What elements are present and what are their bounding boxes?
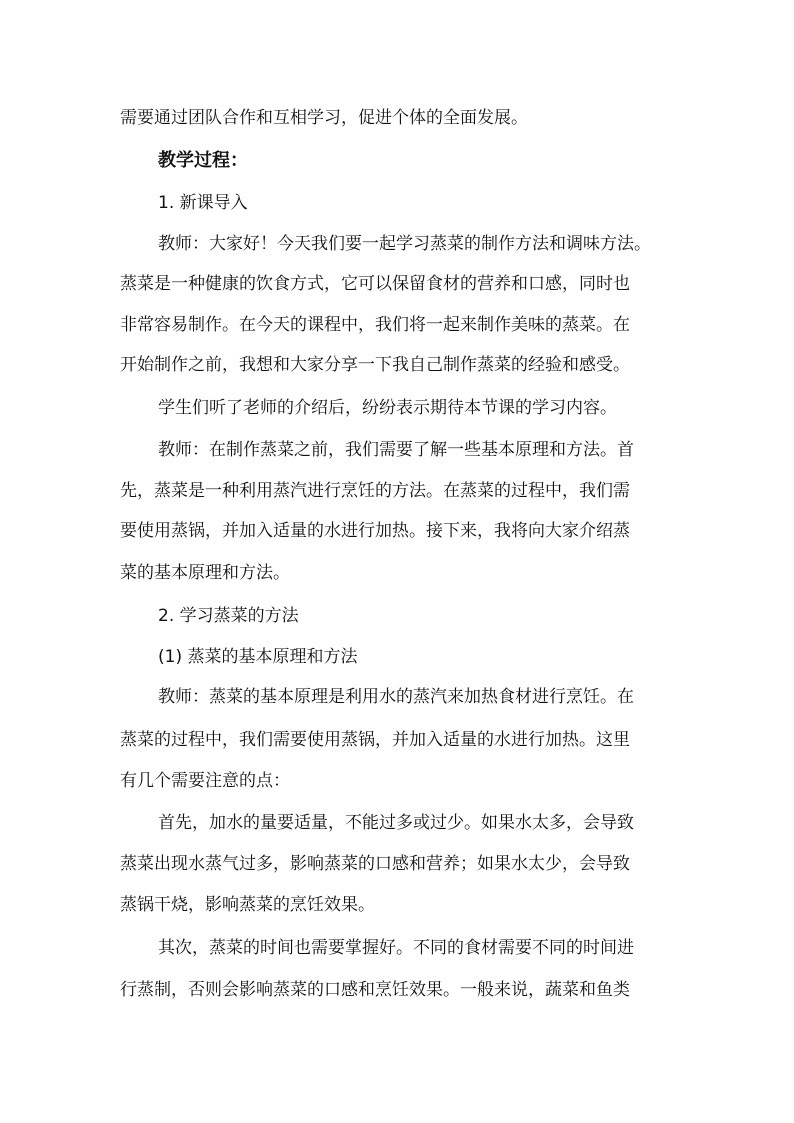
paragraph-line: 教师：在制作蒸菜之前，我们需要了解一些基本原理和方法。首: [158, 440, 634, 460]
paragraph-line: 教师：大家好！今天我们要一起学习蒸菜的制作方法和调味方法。: [158, 234, 651, 254]
subheading-learn-steaming-methods: 2. 学习蒸菜的方法: [158, 606, 299, 626]
paragraph-line: 菜的基本原理和方法。: [120, 563, 290, 583]
paragraph-line: 学生们听了老师的介绍后，纷纷表示期待本节课的学习内容。: [158, 398, 617, 418]
paragraph-line: 先，蒸菜是一种利用蒸汽进行烹饪的方法。在蒸菜的过程中，我们需: [120, 481, 630, 501]
paragraph-line: 开始制作之前，我想和大家分享一下我自己制作蒸菜的经验和感受。: [120, 355, 630, 375]
paragraph-line: 其次，蒸菜的时间也需要掌握好。不同的食材需要不同的时间进: [158, 938, 634, 958]
paragraph-line: 教师：蒸菜的基本原理是利用水的蒸汽来加热食材进行烹饪。在: [158, 687, 634, 707]
paragraph-line: 首先，加水的量要适量，不能过多或过少。如果水太多，会导致: [158, 813, 634, 833]
paragraph-line: 蒸菜的过程中，我们需要使用蒸锅，并加入适量的水进行加热。这里: [120, 730, 630, 750]
paragraph-line: 要使用蒸锅，并加入适量的水进行加热。接下来，我将向大家介绍蒸: [120, 521, 630, 541]
paragraph-line: 有几个需要注意的点：: [120, 771, 290, 791]
paragraph-line: 行蒸制，否则会影响蒸菜的口感和烹饪效果。一般来说，蔬菜和鱼类: [120, 980, 630, 1000]
subheading-new-lesson-intro: 1. 新课导入: [158, 193, 248, 213]
paragraph-line: 蒸锅干烧，影响蒸菜的烹饪效果。: [120, 895, 375, 915]
paragraph-line: 蒸菜出现水蒸气过多，影响蒸菜的口感和营养；如果水太少，会导致: [120, 854, 630, 874]
subheading-basic-principles: (1) 蒸菜的基本原理和方法: [158, 647, 358, 667]
paragraph-line: 蒸菜是一种健康的饮食方式，它可以保留食材的营养和口感，同时也: [120, 274, 630, 294]
paragraph-continuation: 需要通过团队合作和互相学习，促进个体的全面发展。: [120, 108, 528, 128]
section-heading-teaching-process: 教学过程：: [158, 150, 248, 171]
paragraph-line: 非常容易制作。在今天的课程中，我们将一起来制作美味的蒸菜。在: [120, 315, 630, 335]
